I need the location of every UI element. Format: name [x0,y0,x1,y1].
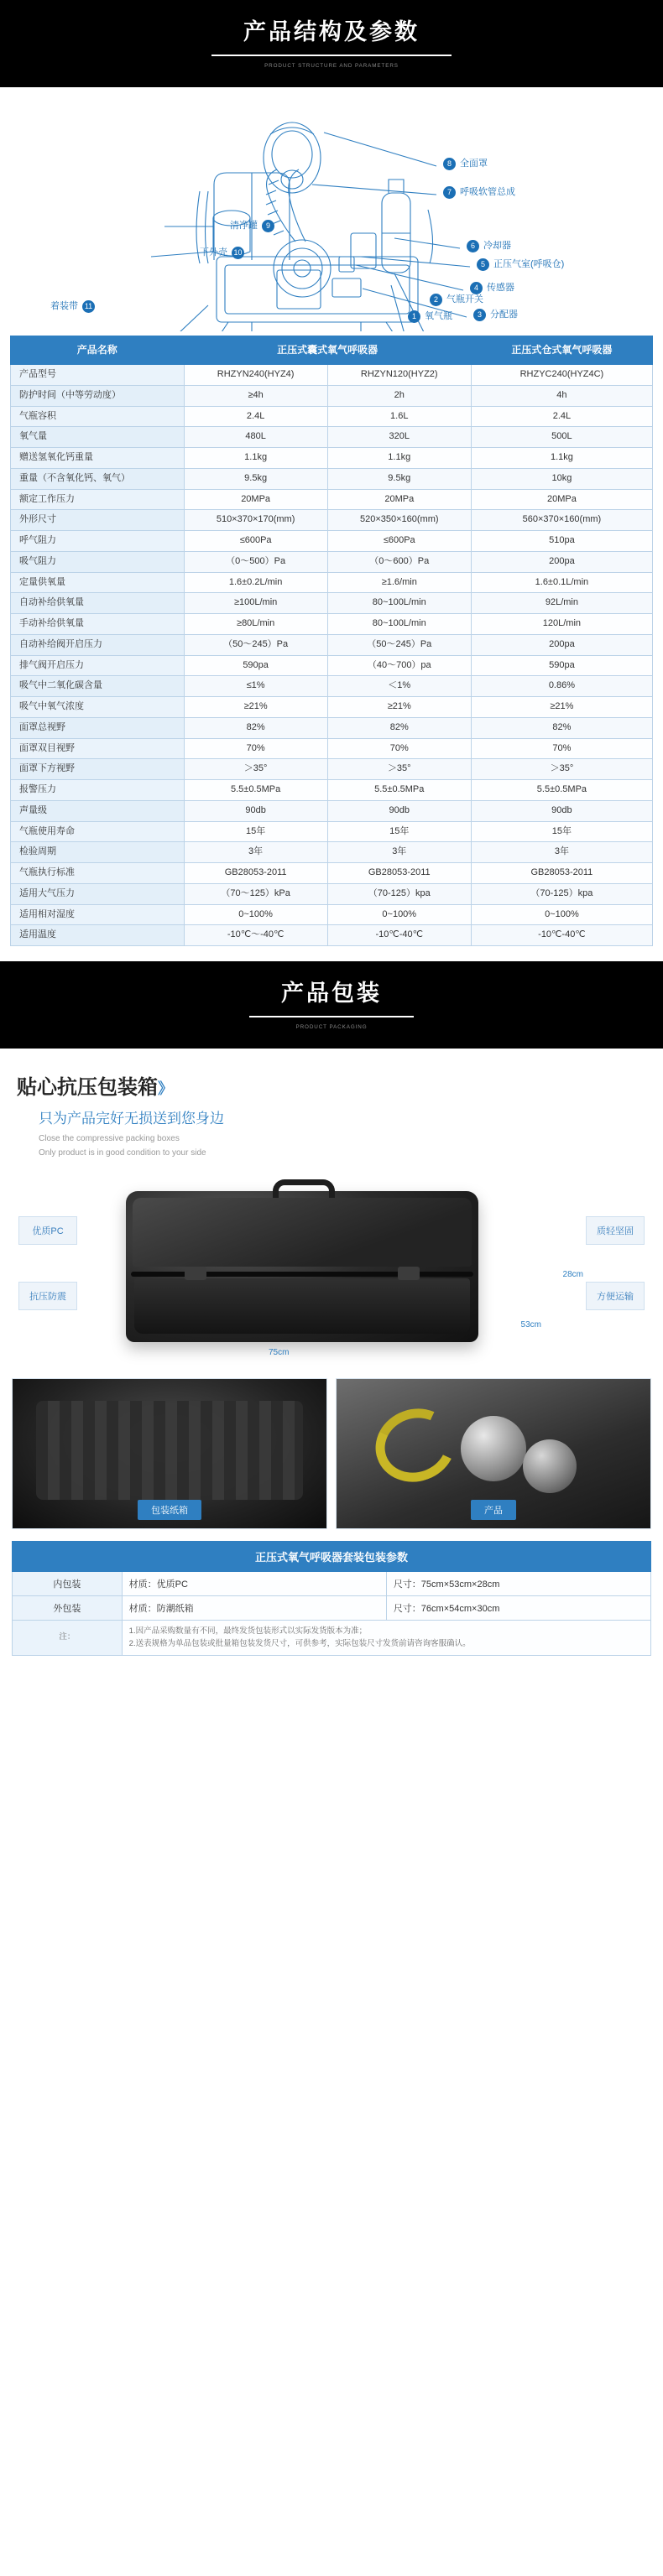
packaging-tag-top-left: 优质PC [18,1216,77,1245]
spec-row-value: 4h [471,385,652,406]
diagram-label-11 [50,299,95,313]
spec-row-label: 吸气中氧气浓度 [11,697,185,718]
case-lid [133,1198,472,1267]
spec-row-value: 90db [327,800,471,821]
table-row [11,863,653,884]
spec-row-value: 90db [471,800,652,821]
table-row [11,655,653,676]
spec-row-value: 0.86% [471,676,652,697]
table-row [13,1596,651,1621]
spec-row-label: 面罩总视野 [11,717,185,738]
spec-row-label: 吸气阻力 [11,551,185,572]
spec-row-value: ≥21% [184,697,327,718]
table-row [11,717,653,738]
spec-row-value: -10℃-40℃ [471,925,652,946]
spec-row-value: 1.6±0.2L/min [184,572,327,593]
dimension-width-label: 75cm [269,1348,290,1357]
packaging-subheading: 只为产品完好无损送到您身边 [39,1111,224,1127]
diagram-label-9 [230,218,274,232]
product-structure-diagram [0,87,663,330]
packaging-row-size: 尺寸：76cm×54cm×30cm [386,1596,650,1621]
diagram-label-5 [477,257,564,271]
packaging-en-line-1: Close the compressive packing boxes [39,1134,180,1143]
diagram-text-10: 下外壳 [200,247,227,258]
table-row [11,385,653,406]
spec-row-value: 15年 [327,821,471,842]
spec-row-value: 1.1kg [184,448,327,469]
spec-row-label: 氧气量 [11,427,185,448]
table-row [11,904,653,925]
case-latch-right [398,1267,420,1280]
spec-row-value: GB28053-2011 [471,863,652,884]
spec-row-value: （0～500）Pa [184,551,327,572]
spec-row-value: 520×350×160(mm) [327,510,471,531]
packaging-row-material: 材质：优质PC [122,1572,386,1596]
dimension-depth-label: 53cm [520,1320,541,1330]
spec-row-label: 排气阀开启压力 [11,655,185,676]
case-base [134,1278,470,1334]
table-row [11,448,653,469]
packaging-note-label: 注： [13,1621,123,1656]
spec-row-value: 9.5kg [327,468,471,489]
diagram-number-4: 4 [470,282,483,294]
spec-row-label: 自动补给阀开启压力 [11,634,185,655]
spec-row-label: 报警压力 [11,780,185,801]
spec-row-label: 额定工作压力 [11,489,185,510]
packaging-tag-bottom-right: 方便运输 [586,1282,645,1310]
diagram-number-7: 7 [443,186,456,199]
photo-carton [12,1378,327,1529]
spec-row-label: 气瓶执行标准 [11,863,185,884]
packaging-note-text: 1.因产品采购数量有不同，最终发货包装形式以实际发货版本为准； 2.送表规格为单品包装或批量箱包装发货尺寸，可供参考，实际包装尺寸发货前请咨询客服确认。 [122,1621,650,1656]
spec-row-value: 20MPa [327,489,471,510]
diagram-number-9: 9 [262,220,274,232]
packaging-heading-text: 贴心抗压包装箱 [17,1076,158,1099]
spec-row-label: 适用相对湿度 [11,904,185,925]
table-row [11,531,653,552]
spec-row-value: ≥21% [327,697,471,718]
spec-row-value: 200pa [471,551,652,572]
diagram-text-2: 气瓶开关 [446,294,483,304]
spec-row-value: 500L [471,427,652,448]
spec-row-value: 320L [327,427,471,448]
spec-row-value: ≥100L/min [184,593,327,614]
banner-product-structure [0,0,663,87]
table-row [11,468,653,489]
product-canister-1 [461,1416,526,1481]
spec-row-value: 120L/min [471,614,652,635]
spec-row-label: 吸气中二氧化碳含量 [11,676,185,697]
diagram-label-7 [443,185,515,199]
diagram-text-11: 着装带 [50,301,78,311]
spec-row-value: ≥4h [184,385,327,406]
packaging-en-line-2: Only product is in good condition to your side [39,1148,206,1158]
spec-row-value: -10℃-40℃ [327,925,471,946]
photo-carton-caption: 包装纸箱 [138,1500,201,1520]
diagram-number-11: 11 [82,300,95,313]
diagram-label-6 [467,238,511,252]
spec-row-value: 70% [184,738,327,759]
packaging-parameters-table [12,1541,651,1656]
spec-row-value: 9.5kg [184,468,327,489]
spec-row-label: 气瓶容积 [11,406,185,427]
spec-row-value: ＞35° [471,759,652,780]
spec-row-value: 82% [471,717,652,738]
spec-row-value: 5.5±0.5MPa [184,780,327,801]
spec-table-header-row [11,336,653,365]
packaging-row-label: 内包装 [13,1572,123,1596]
spec-row-value: ＞35° [327,759,471,780]
spec-row-value: 200pa [471,634,652,655]
spec-table-wrap [0,330,663,961]
spec-row-label: 面罩双目视野 [11,738,185,759]
spec-row-value: 20MPa [471,489,652,510]
banner-product-packaging [0,961,663,1049]
packaging-row-size: 尺寸：75cm×53cm×28cm [386,1572,650,1596]
table-row [11,842,653,863]
spec-row-value: 2.4L [184,406,327,427]
spec-row-value: （70-125）kpa [471,883,652,904]
spec-row-label: 适用温度 [11,925,185,946]
diagram-number-10: 10 [232,247,244,259]
diagram-number-5: 5 [477,258,489,271]
product-canister-2 [523,1439,577,1493]
diagram-label-3 [473,307,518,321]
spec-row-value: RHZYC240(HYZ4C) [471,365,652,386]
table-row [11,821,653,842]
packaging-case-illustration [0,1176,663,1373]
diagram-text-8: 全面罩 [460,159,488,169]
spec-row-label: 防护时间（中等劳动度） [11,385,185,406]
packaging-heading-arrows: 》 [158,1080,171,1097]
spec-header-1: 正压式囊式氧气呼吸器 [184,336,471,365]
packaging-parameters-wrap [0,1529,663,1664]
spec-row-value: （40～700）pa [327,655,471,676]
spec-row-value: 5.5±0.5MPa [327,780,471,801]
spec-row-value: （70-125）kpa [327,883,471,904]
spec-row-value: ≥21% [471,697,652,718]
diagram-number-8: 8 [443,158,456,170]
table-row [13,1572,651,1596]
spec-row-value: （50～245）Pa [327,634,471,655]
spec-row-value: （0～600）Pa [327,551,471,572]
spec-row-value: 92L/min [471,593,652,614]
spec-row-value: 20MPa [184,489,327,510]
spec-row-value: 1.1kg [471,448,652,469]
table-row [11,406,653,427]
packaging-heading [17,1070,646,1100]
spec-row-value: ≤600Pa [327,531,471,552]
spec-row-value: 82% [184,717,327,738]
spec-row-value: 90db [184,800,327,821]
spec-row-value: RHZYN240(HYZ4) [184,365,327,386]
spec-row-value: 3年 [327,842,471,863]
spec-row-value: （70～125）kPa [184,883,327,904]
spec-row-label: 呼气阻力 [11,531,185,552]
spec-row-label: 定量供氧量 [11,572,185,593]
table-row [11,800,653,821]
spec-row-value: RHZYN120(HYZ2) [327,365,471,386]
spec-header-0: 产品名称 [11,336,185,365]
spec-row-label: 声量级 [11,800,185,821]
spec-row-value: 70% [471,738,652,759]
spec-row-label: 重量（不含氧化钙、氧气） [11,468,185,489]
spec-table [10,336,653,946]
packaging-heading-block [0,1049,663,1168]
packaging-photo-row [0,1373,663,1529]
table-row [11,883,653,904]
spec-row-label: 赠送氢氧化钙重量 [11,448,185,469]
diagram-number-6: 6 [467,240,479,252]
spec-row-value: 560×370×160(mm) [471,510,652,531]
spec-table-body [11,365,653,946]
spec-row-label: 产品型号 [11,365,185,386]
spec-row-label: 适用大气压力 [11,883,185,904]
table-row [11,614,653,635]
case-split-line [131,1272,473,1277]
packaging-note-row [13,1621,651,1656]
photo-carton-foam [36,1401,303,1500]
spec-row-value: ≤1% [184,676,327,697]
table-row [11,551,653,572]
spec-row-value: 3年 [184,842,327,863]
packaging-table-title-row [13,1542,651,1572]
packaging-tag-top-right: 质轻坚固 [586,1216,645,1245]
table-row [11,489,653,510]
spec-row-label: 气瓶使用寿命 [11,821,185,842]
spec-row-value: 82% [327,717,471,738]
spec-header-2: 正压式仓式氧气呼吸器 [471,336,652,365]
diagram-number-1: 1 [408,310,420,323]
spec-row-value: ≥1.6/min [327,572,471,593]
spec-row-value: 590pa [184,655,327,676]
diagram-label-1 [408,309,452,323]
table-row [11,634,653,655]
table-row [11,676,653,697]
spec-row-value: （50～245）Pa [184,634,327,655]
table-row [11,780,653,801]
spec-row-value: GB28053-2011 [184,863,327,884]
banner-subtitle: PRODUCT STRUCTURE AND PARAMETERS [264,63,399,69]
spec-row-value: 480L [184,427,327,448]
photo-product [336,1378,651,1529]
spec-row-value: 1.6±0.1L/min [471,572,652,593]
spec-row-value: 0~100% [327,904,471,925]
spec-row-value: ≥80L/min [184,614,327,635]
spec-row-value: 10kg [471,468,652,489]
spec-row-label: 面罩下方视野 [11,759,185,780]
packaging-row-material: 材质：防潮纸箱 [122,1596,386,1621]
spec-row-value: -10℃～-40℃ [184,925,327,946]
spec-row-value: ＞35° [184,759,327,780]
spec-row-value: GB28053-2011 [327,863,471,884]
diagram-text-3: 分配器 [490,310,518,320]
spec-row-label: 检验周期 [11,842,185,863]
diagram-text-1: 氧气瓶 [425,311,452,321]
case-latch-left [185,1267,206,1280]
diagram-label-10 [200,245,244,259]
diagram-text-4: 传感器 [487,283,514,293]
spec-row-value: 1.1kg [327,448,471,469]
spec-row-value: 80~100L/min [327,593,471,614]
diagram-text-9: 清净罐 [230,221,258,231]
spec-row-value: 3年 [471,842,652,863]
diagram-label-2 [430,292,483,306]
spec-row-value: 80~100L/min [327,614,471,635]
spec-row-value: ＜1% [327,676,471,697]
table-row [11,427,653,448]
table-row [11,365,653,386]
table-row [11,925,653,946]
photo-product-caption: 产品 [471,1500,516,1520]
spec-row-value: 5.5±0.5MPa [471,780,652,801]
spec-row-value: 510pa [471,531,652,552]
case-photo [126,1191,478,1342]
packaging-table-body [13,1572,651,1656]
diagram-text-7: 呼吸软管总成 [460,187,515,197]
spec-row-value: 15年 [471,821,652,842]
dimension-height-label: 28cm [562,1270,583,1279]
diagram-number-2: 2 [430,294,442,306]
banner-title: 产品结构及参数 [211,13,452,56]
table-row [11,572,653,593]
spec-row-value: 1.6L [327,406,471,427]
diagram-svg [0,92,663,331]
spec-row-value: 0~100% [184,904,327,925]
banner2-subtitle: PRODUCT PACKAGING [295,1024,368,1030]
spec-row-value: ≤600Pa [184,531,327,552]
table-row [11,510,653,531]
spec-row-label: 手动补给供氧量 [11,614,185,635]
diagram-text-6: 冷却器 [483,241,511,251]
spec-row-value: 2h [327,385,471,406]
spec-row-value: 15年 [184,821,327,842]
diagram-label-8 [443,156,488,170]
table-row [11,738,653,759]
table-row [11,759,653,780]
banner2-title: 产品包装 [249,975,414,1017]
diagram-number-3: 3 [473,309,486,321]
packaging-tag-bottom-left: 抗压防震 [18,1282,77,1310]
spec-row-label: 外形尺寸 [11,510,185,531]
packaging-row-label: 外包装 [13,1596,123,1621]
packaging-table-title: 正压式氧气呼吸器套装包装参数 [13,1542,651,1572]
table-row [11,593,653,614]
spec-row-value: 510×370×170(mm) [184,510,327,531]
spec-row-value: 2.4L [471,406,652,427]
spec-row-value: 0~100% [471,904,652,925]
table-row [11,697,653,718]
spec-row-label: 自动补给供氧量 [11,593,185,614]
spec-row-value: 70% [327,738,471,759]
diagram-text-5: 正压气室(呼吸仓) [493,259,565,269]
spec-row-value: 590pa [471,655,652,676]
